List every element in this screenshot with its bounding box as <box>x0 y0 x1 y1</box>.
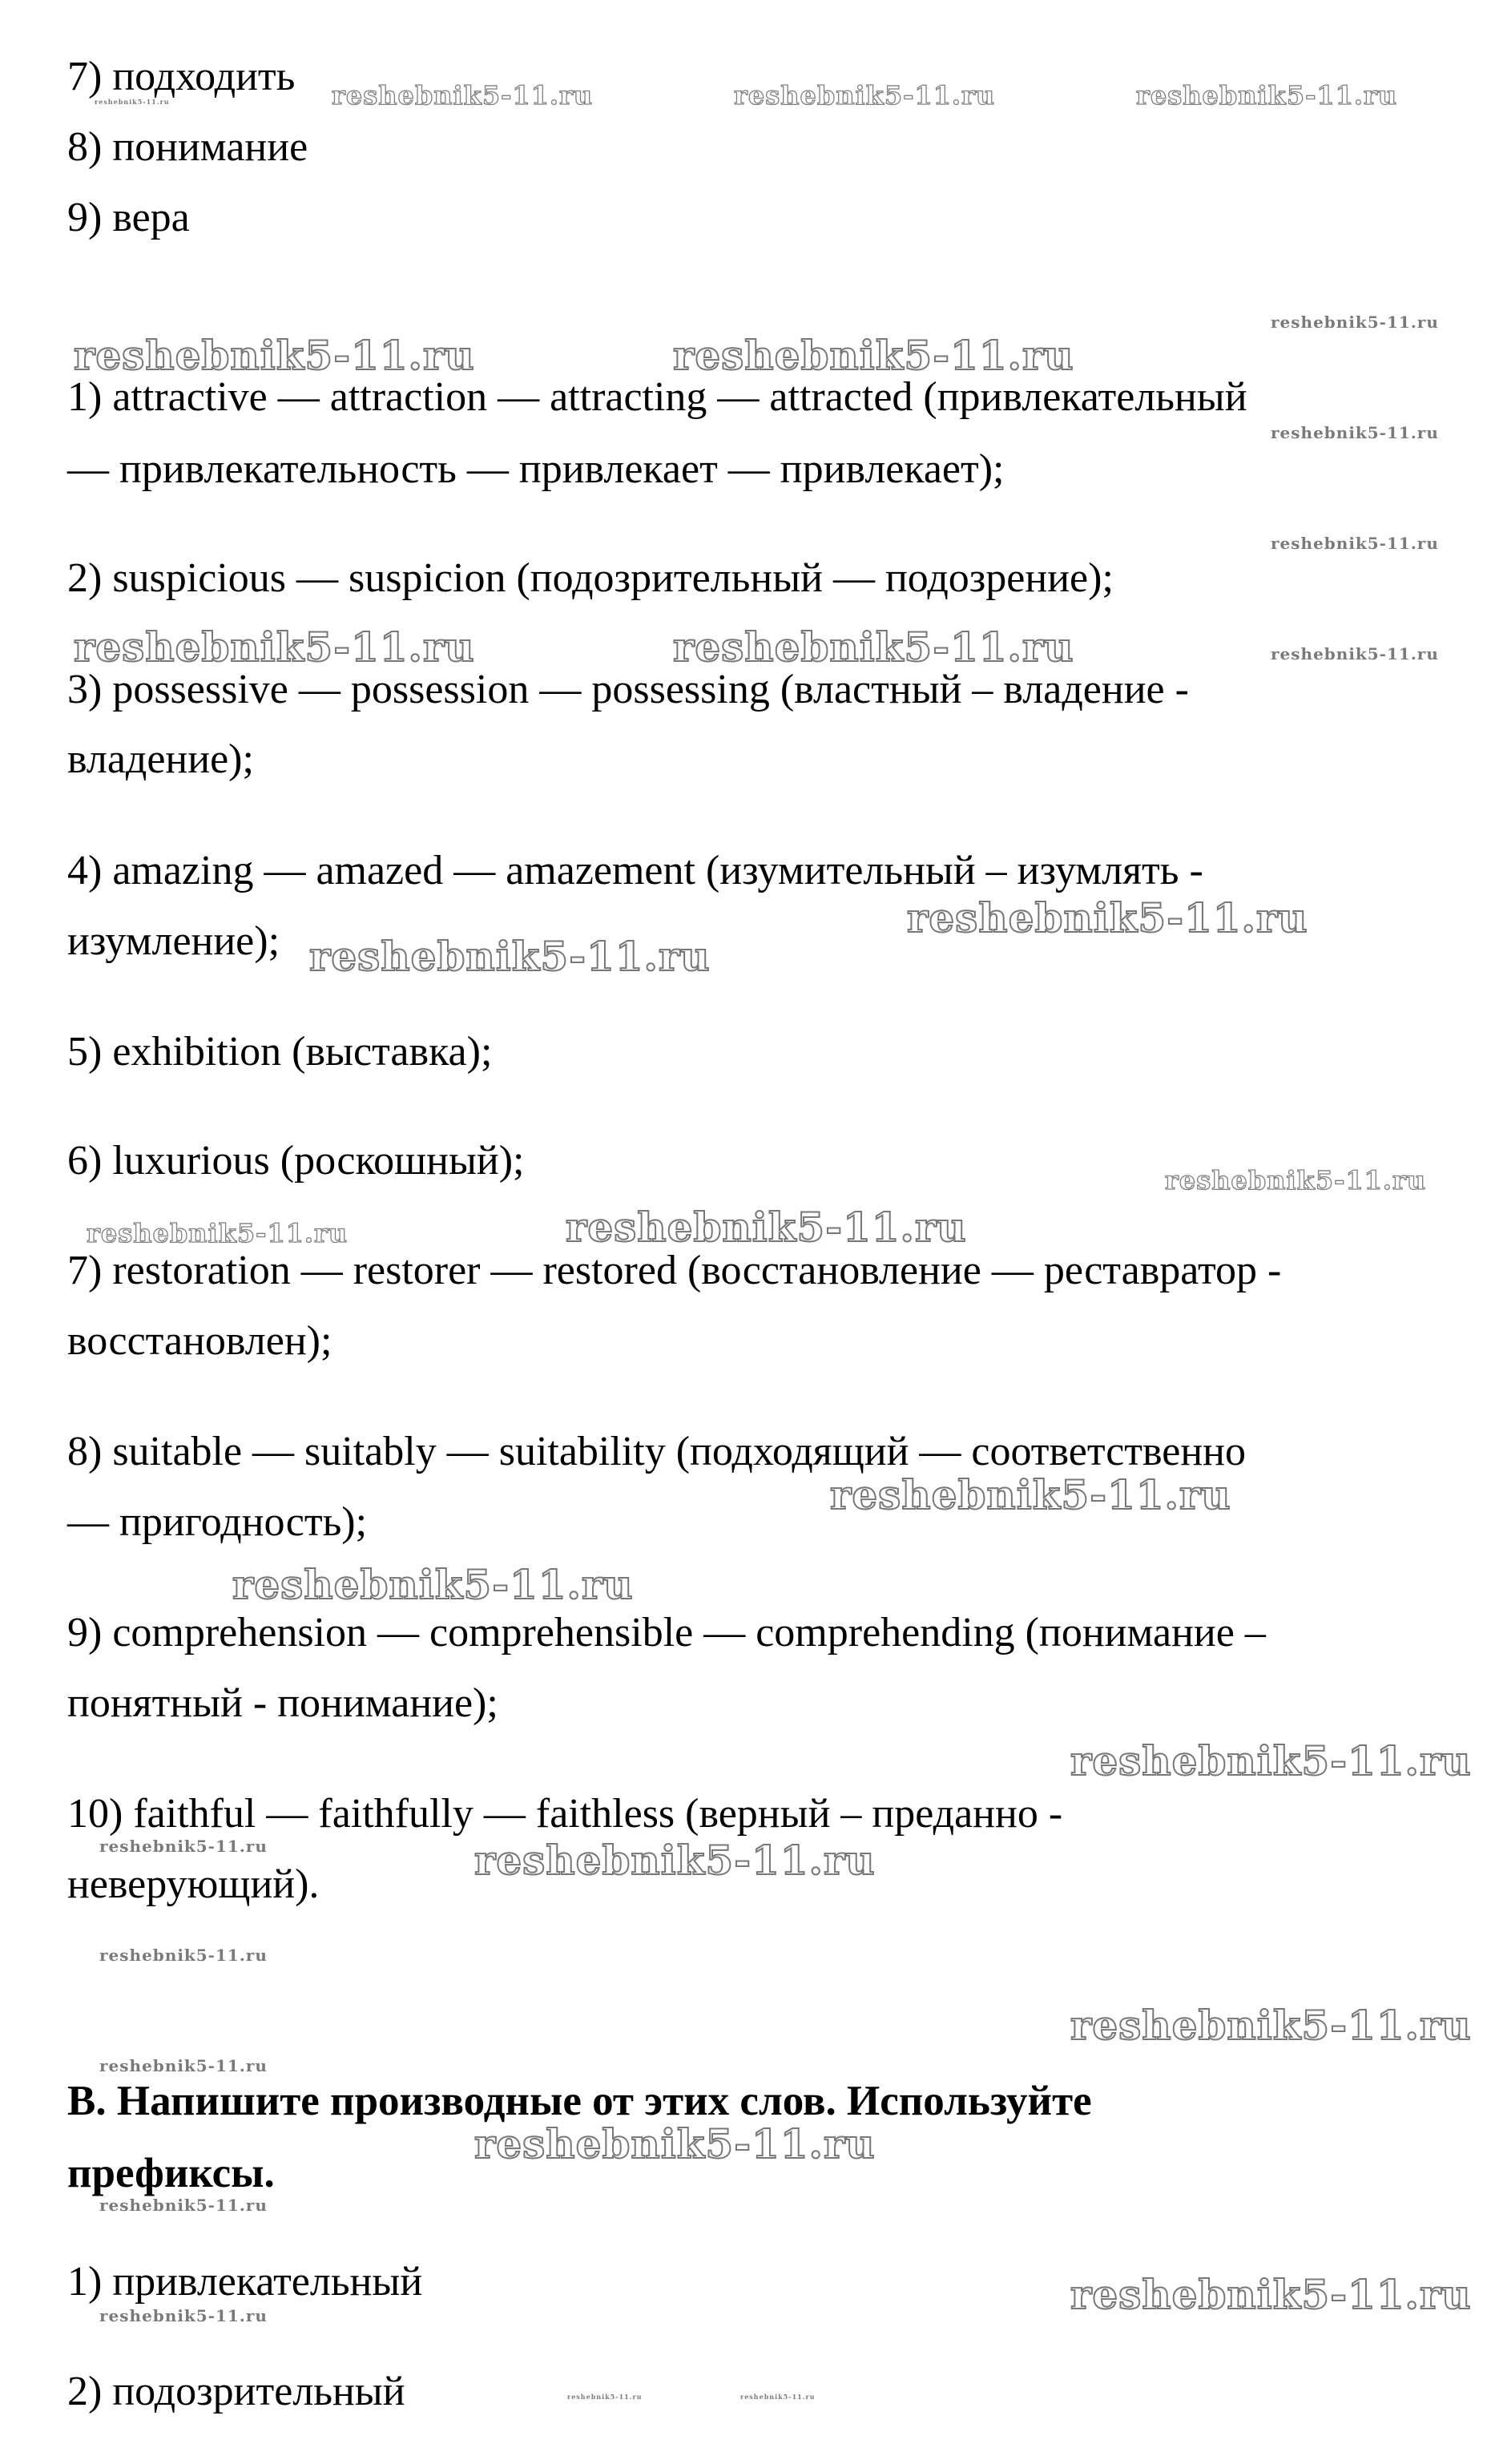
text-line: 3) possessive — possession — possessing (властный – владение - <box>67 667 1189 712</box>
text-line: — пригодность); <box>67 1499 368 1545</box>
watermark: reshebnik5-11.ru <box>74 332 475 379</box>
text-line: 7) restoration — restorer — restored (восстановление — реставратор - <box>67 1248 1282 1293</box>
watermark: reshebnik5-11.ru <box>673 623 1074 671</box>
watermark: reshebnik5-11.ru <box>1070 2002 1472 2049</box>
text-line: — привлекательность — привлекает — привлекает); <box>67 446 1005 492</box>
watermark: reshebnik5-11.ru <box>95 98 170 106</box>
watermark: reshebnik5-11.ru <box>566 1204 967 1251</box>
text-line: 2) suspicious — suspicion (подозрительный — подозрение); <box>67 555 1114 601</box>
text-line: 5) exhibition (выставка); <box>67 1029 493 1075</box>
watermark: reshebnik5-11.ru <box>567 2393 643 2401</box>
watermark: reshebnik5-11.ru <box>99 2196 268 2215</box>
watermark: reshebnik5-11.ru <box>1070 2271 1472 2318</box>
section-heading: В. Напишите производные от этих слов. Используйте <box>67 2078 1092 2124</box>
watermark: reshebnik5-11.ru <box>232 1561 634 1608</box>
text-line: 8) suitable — suitably — suitability (подходящий — соответственно <box>67 1429 1247 1474</box>
watermark: reshebnik5-11.ru <box>740 2393 816 2401</box>
watermark: reshebnik5-11.ru <box>1271 644 1439 663</box>
text-line: восстановлен); <box>67 1318 332 1364</box>
watermark: reshebnik5-11.ru <box>99 2056 268 2075</box>
text-line: понятный - понимание); <box>67 1680 498 1726</box>
text-line: 6) luxurious (роскошный); <box>67 1138 525 1184</box>
text-line: 7) подходить <box>67 54 296 99</box>
watermark: reshebnik5-11.ru <box>673 332 1074 379</box>
text-line: 10) faithful — faithfully — faithless (верный – преданно - <box>67 1791 1063 1837</box>
watermark: reshebnik5-11.ru <box>332 80 594 111</box>
text-line: 9) comprehension — comprehensible — comprehending (понимание – <box>67 1610 1266 1655</box>
watermark: reshebnik5-11.ru <box>907 894 1308 942</box>
text-line: неверующий). <box>67 1861 320 1907</box>
text-line: 9) вера <box>67 195 190 240</box>
text-line: 4) amazing — amazed — amazement (изумительный – изумлять - <box>67 848 1203 893</box>
watermark: reshebnik5-11.ru <box>1271 423 1439 442</box>
watermark: reshebnik5-11.ru <box>309 933 711 980</box>
watermark: reshebnik5-11.ru <box>74 623 475 671</box>
watermark: reshebnik5-11.ru <box>1136 80 1398 111</box>
section-heading: префиксы. <box>67 2150 275 2196</box>
text-line: 1) attractive — attraction — attracting — attracted (привлекательный <box>67 374 1247 420</box>
watermark: reshebnik5-11.ru <box>474 2120 876 2168</box>
watermark: reshebnik5-11.ru <box>1271 534 1439 553</box>
watermark: reshebnik5-11.ru <box>1070 1737 1472 1784</box>
watermark: reshebnik5-11.ru <box>830 1471 1231 1518</box>
watermark: reshebnik5-11.ru <box>734 80 996 111</box>
text-line: изумление); <box>67 918 280 964</box>
watermark: reshebnik5-11.ru <box>99 1946 268 1965</box>
text-line: владение); <box>67 736 254 782</box>
watermark: reshebnik5-11.ru <box>474 1837 876 1884</box>
watermark: reshebnik5-11.ru <box>1165 1165 1427 1196</box>
text-line: 8) понимание <box>67 124 308 170</box>
watermark: reshebnik5-11.ru <box>87 1218 349 1248</box>
text-line: 1) привлекательный <box>67 2259 423 2305</box>
watermark: reshebnik5-11.ru <box>99 1837 268 1856</box>
watermark: reshebnik5-11.ru <box>99 2306 268 2325</box>
text-line: 2) подозрительный <box>67 2369 405 2414</box>
watermark: reshebnik5-11.ru <box>1271 313 1439 332</box>
